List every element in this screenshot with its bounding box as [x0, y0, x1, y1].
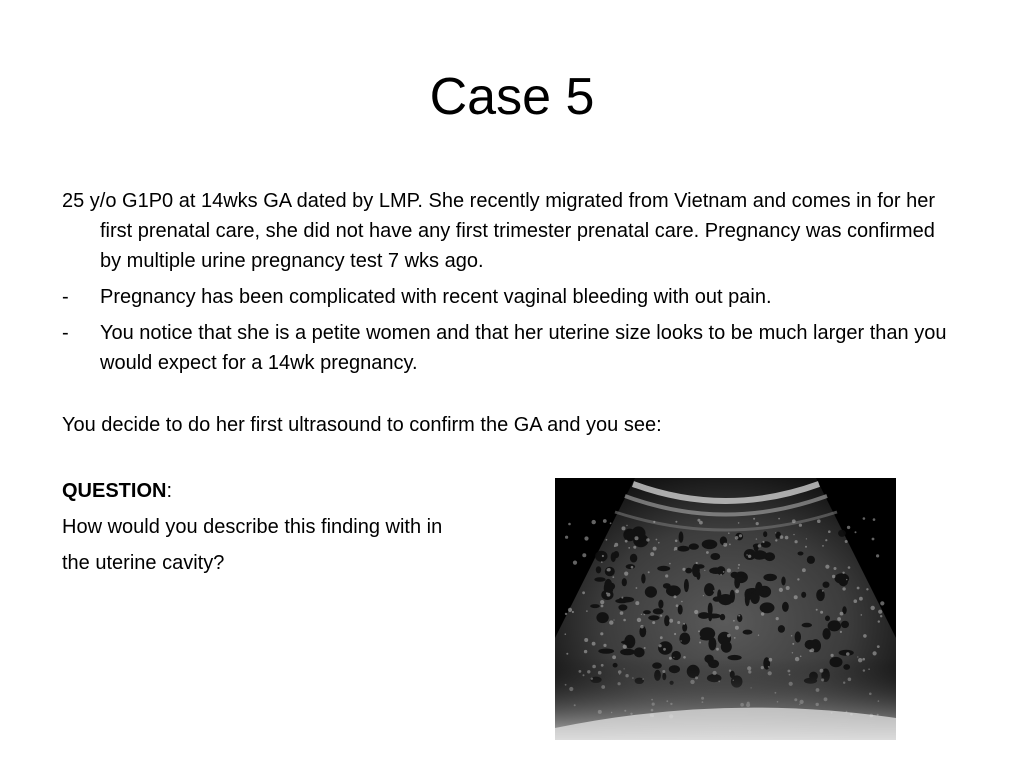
- speckle-dot: [734, 637, 736, 639]
- speckle-dot: [825, 565, 829, 569]
- speckle-dot: [859, 597, 863, 601]
- speckle-dot: [646, 538, 649, 541]
- speckle-dot: [785, 536, 789, 540]
- speckle-dot: [739, 534, 742, 537]
- speckle-dot: [837, 617, 841, 621]
- cyst: [596, 566, 601, 573]
- speckle-dot: [573, 561, 577, 565]
- speckle-dot: [793, 534, 794, 535]
- speckle-dot: [857, 587, 860, 590]
- speckle-dot: [674, 633, 676, 635]
- speckle-dot: [600, 600, 604, 604]
- cyst: [594, 577, 605, 582]
- speckle-dot: [817, 519, 821, 523]
- cyst: [700, 636, 713, 641]
- question-label: QUESTION: [62, 480, 167, 502]
- speckle-dot: [601, 605, 604, 608]
- cyst: [823, 582, 830, 588]
- speckle-dot: [653, 521, 655, 523]
- speckle-dot: [758, 635, 759, 636]
- speckle-dot: [600, 632, 603, 635]
- speckle-dot: [800, 656, 802, 658]
- cyst: [611, 552, 616, 562]
- speckle-dot: [660, 615, 662, 617]
- decision-text: You decide to do her first ultrasound to confirm the GA and you see:: [62, 414, 662, 436]
- speckle-dot: [653, 547, 657, 551]
- speckle-dot: [738, 567, 740, 569]
- cyst: [692, 564, 700, 577]
- speckle-dot: [633, 546, 636, 549]
- speckle-dot: [809, 649, 812, 652]
- speckle-dot: [696, 562, 698, 564]
- cyst: [782, 602, 789, 612]
- cyst: [684, 579, 689, 592]
- speckle-dot: [644, 647, 646, 649]
- speckle-dot: [614, 545, 616, 547]
- speckle-dot: [834, 567, 837, 570]
- speckle-dot: [861, 614, 863, 616]
- speckle-dot: [842, 587, 845, 590]
- speckle-dot: [659, 644, 662, 647]
- cyst: [720, 614, 725, 620]
- cyst: [664, 615, 670, 626]
- speckle-dot: [703, 595, 704, 596]
- speckle-dot: [683, 623, 685, 625]
- speckle-dot: [863, 634, 867, 638]
- cyst: [753, 590, 767, 595]
- ultrasound-image: [555, 478, 896, 740]
- cyst: [760, 602, 775, 613]
- speckle-dot: [584, 536, 588, 540]
- cyst: [620, 649, 635, 656]
- speckle-dot: [704, 570, 705, 571]
- speckle-dot: [780, 535, 784, 539]
- speckle-dot: [674, 549, 676, 551]
- cyst: [677, 546, 689, 552]
- speckle-dot: [828, 530, 831, 533]
- speckle-dot: [729, 544, 731, 546]
- bullet-dash: -: [62, 322, 69, 344]
- speckle-dot: [805, 546, 807, 548]
- speckle-dot: [613, 619, 614, 620]
- speckle-dot: [626, 525, 627, 526]
- cyst: [689, 543, 699, 549]
- speckle-dot: [748, 555, 751, 558]
- speckle-dot: [776, 617, 779, 620]
- speckle-dot: [592, 520, 596, 524]
- speckle-dot: [723, 571, 725, 573]
- speckle-dot: [610, 522, 612, 524]
- speckle-dot: [606, 592, 608, 594]
- speckle-dot: [846, 579, 847, 580]
- speckle-dot: [606, 539, 608, 541]
- speckle-dot: [607, 568, 610, 571]
- speckle-dot: [873, 518, 876, 521]
- bullet-item: [62, 282, 952, 312]
- speckle-dot: [699, 521, 703, 525]
- speckle-dot: [716, 648, 719, 651]
- cyst: [626, 564, 635, 569]
- speckle-dot: [592, 642, 596, 646]
- question-line: How would you describe this finding with in: [62, 516, 443, 538]
- speckle-dot: [795, 540, 798, 543]
- speckle-dot: [602, 555, 604, 557]
- speckle-dot: [878, 610, 882, 614]
- cyst: [657, 566, 670, 571]
- speckle-dot: [636, 587, 638, 589]
- cyst: [801, 592, 806, 598]
- speckle-dot: [640, 625, 643, 628]
- cyst: [708, 610, 712, 622]
- speckle-dot: [675, 540, 678, 543]
- cyst: [761, 541, 771, 547]
- cyst: [795, 631, 801, 642]
- cyst: [643, 610, 651, 614]
- speckle-dot: [635, 536, 639, 540]
- speckle-dot: [682, 568, 685, 571]
- speckle-dot: [792, 643, 794, 645]
- cyst: [623, 529, 636, 542]
- cyst: [802, 623, 812, 628]
- speckle-dot: [746, 554, 747, 555]
- speckle-dot: [582, 591, 585, 594]
- speckle-dot: [842, 572, 844, 574]
- cyst: [648, 615, 659, 620]
- speckle-dot: [863, 517, 866, 520]
- speckle-dot: [656, 539, 658, 541]
- speckle-dot: [727, 634, 731, 638]
- speckle-dot: [641, 614, 642, 615]
- speckle-dot: [753, 518, 755, 520]
- speckle-dot: [761, 612, 764, 615]
- cyst: [666, 585, 681, 596]
- cyst: [679, 531, 684, 542]
- speckle-dot: [738, 564, 740, 566]
- speckle-dot: [832, 575, 835, 578]
- speckle-dot: [876, 554, 879, 557]
- speckle-dot: [775, 539, 777, 541]
- speckle-dot: [799, 524, 802, 527]
- speckle-dot: [880, 615, 882, 617]
- speckle-dot: [669, 563, 671, 565]
- speckle-dot: [637, 618, 641, 622]
- speckle-dot: [677, 621, 680, 624]
- speckle-dot: [840, 631, 842, 633]
- cyst: [634, 647, 645, 657]
- speckle-dot: [572, 611, 574, 613]
- speckle-dot: [877, 645, 880, 648]
- speckle-dot: [723, 543, 727, 547]
- bullet-item: [62, 318, 952, 378]
- speckle-dot: [854, 599, 858, 603]
- speckle-dot: [872, 538, 875, 541]
- speckle-dot: [845, 540, 848, 543]
- speckle-dot: [794, 595, 798, 599]
- speckle-dot: [568, 608, 572, 612]
- bullet-text: You notice that she is a petite women and that her uterine size looks to be much larger than you would expect for a 14wk pregnancy.: [100, 322, 947, 374]
- speckle-dot: [663, 648, 666, 651]
- cyst: [743, 630, 753, 635]
- speckle-dot: [847, 526, 850, 529]
- speckle-dot: [738, 615, 740, 617]
- speckle-dot: [735, 536, 739, 540]
- speckle-dot: [650, 552, 654, 556]
- cyst: [702, 540, 718, 550]
- speckle-dot: [878, 620, 880, 622]
- speckle-dot: [806, 538, 807, 539]
- speckle-dot: [644, 614, 645, 615]
- cyst: [685, 568, 692, 574]
- speckle-dot: [648, 571, 650, 573]
- speckle-dot: [676, 604, 679, 607]
- speckle-dot: [791, 635, 792, 636]
- speckle-dot: [620, 611, 624, 615]
- speckle-dot: [822, 545, 824, 547]
- speckle-dot: [694, 610, 698, 614]
- speckle-dot: [673, 657, 674, 658]
- speckle-dot: [609, 620, 613, 624]
- speckle-dot: [625, 540, 628, 543]
- bullet-text: Pregnancy has been complicated with recent vaginal bleeding with out pain.: [100, 286, 772, 308]
- cyst: [590, 604, 600, 608]
- speckle-dot: [786, 586, 790, 590]
- cyst: [807, 556, 815, 564]
- speckle-dot: [880, 601, 884, 605]
- speckle-dot: [758, 544, 762, 548]
- cyst: [841, 621, 849, 628]
- cyst: [678, 605, 683, 615]
- speckle-dot: [660, 636, 663, 639]
- cyst: [704, 583, 714, 596]
- speckle-dot: [652, 621, 655, 624]
- case-intro: 25 y/o G1P0 at 14wks GA dated by LMP. She recently migrated from Vietnam and comes in for her first prenatal care, she did not have any first trimester prenatal care. Pregnancy was confirmed by multiple urine pregnancy test 7 wks ago.: [62, 190, 936, 272]
- cyst: [839, 650, 854, 656]
- speckle-dot: [756, 538, 757, 539]
- speckle-dot: [582, 553, 586, 557]
- question-line: the uterine cavity?: [62, 552, 225, 574]
- speckle-dot: [756, 522, 759, 525]
- speckle-dot: [738, 522, 740, 524]
- speckle-dot: [584, 650, 587, 653]
- speckle-dot: [699, 642, 701, 644]
- speckle-dot: [566, 653, 568, 655]
- cyst: [658, 600, 663, 609]
- bullet-dash: -: [62, 286, 69, 308]
- cyst: [763, 574, 777, 581]
- cyst: [618, 604, 627, 610]
- speckle-dot: [720, 574, 722, 576]
- cyst: [823, 628, 831, 639]
- speckle-dot: [822, 590, 824, 592]
- speckle-dot: [612, 576, 614, 578]
- speckle-dot: [624, 572, 628, 576]
- cyst: [595, 551, 607, 562]
- speckle-dot: [584, 638, 588, 642]
- cyst: [596, 612, 608, 623]
- speckle-dot: [735, 589, 739, 593]
- speckle-dot: [713, 590, 714, 591]
- cyst: [828, 620, 841, 631]
- speckle-dot: [797, 578, 799, 580]
- speckle-dot: [669, 619, 673, 623]
- speckle-dot: [775, 532, 776, 533]
- cyst: [658, 641, 672, 655]
- cyst: [835, 573, 850, 584]
- speckle-dot: [565, 536, 568, 539]
- cyst: [745, 592, 750, 606]
- cyst: [653, 608, 664, 614]
- speckle-dot: [855, 531, 857, 533]
- speckle-dot: [840, 612, 844, 616]
- cyst: [752, 550, 767, 559]
- speckle-dot: [635, 601, 639, 605]
- speckle-dot: [873, 651, 877, 655]
- cyst: [645, 586, 657, 597]
- cyst: [713, 596, 722, 601]
- speckle-dot: [674, 595, 677, 598]
- speckle-dot: [857, 656, 858, 657]
- speckle-dot: [565, 633, 567, 635]
- speckle-dot: [706, 551, 709, 554]
- cyst: [798, 552, 804, 556]
- speckle-dot: [802, 568, 806, 572]
- speckle-dot: [779, 588, 783, 592]
- speckle-dot: [675, 521, 677, 523]
- speckle-dot: [762, 541, 764, 543]
- speckle-dot: [871, 606, 875, 610]
- cyst: [721, 641, 732, 653]
- cyst: [604, 579, 612, 593]
- speckle-dot: [846, 652, 850, 656]
- speckle-dot: [623, 619, 626, 622]
- question-colon: :: [166, 480, 173, 502]
- speckle-dot: [866, 588, 868, 590]
- speckle-dot: [792, 519, 796, 523]
- cyst: [778, 625, 785, 633]
- speckle-dot: [601, 561, 603, 563]
- speckle-dot: [603, 519, 607, 523]
- speckle-dot: [680, 640, 681, 641]
- speckle-dot: [820, 611, 823, 614]
- speckle-dot: [825, 539, 827, 541]
- speckle-dot: [568, 523, 571, 526]
- speckle-dot: [586, 610, 588, 612]
- cyst: [710, 553, 720, 560]
- cyst: [598, 649, 614, 654]
- speckle-dot: [565, 613, 567, 615]
- cyst: [615, 599, 628, 604]
- speckle-dot: [778, 518, 780, 520]
- cyst: [825, 616, 830, 622]
- cyst: [641, 574, 645, 584]
- cyst: [622, 578, 627, 586]
- speckle-dot: [733, 620, 735, 622]
- slide-title: Case 5: [429, 68, 595, 126]
- speckle-dot: [848, 566, 851, 569]
- speckle-dot: [622, 526, 626, 530]
- speckle-dot: [681, 601, 683, 603]
- speckle-dot: [728, 532, 730, 534]
- speckle-dot: [665, 574, 668, 577]
- speckle-dot: [727, 569, 731, 573]
- speckle-dot: [698, 630, 700, 632]
- speckle-dot: [735, 626, 739, 630]
- speckle-dot: [792, 652, 793, 653]
- speckle-dot: [816, 609, 818, 611]
- speckle-dot: [631, 566, 634, 569]
- cyst: [838, 530, 846, 537]
- speckle-dot: [831, 654, 834, 657]
- speckle-dot: [621, 597, 623, 599]
- cyst: [630, 554, 637, 563]
- cyst: [679, 633, 690, 645]
- cyst: [763, 531, 767, 537]
- cyst: [781, 577, 785, 586]
- speckle-dot: [603, 644, 606, 647]
- speckle-dot: [658, 542, 660, 544]
- speckle-dot: [628, 547, 630, 549]
- cyst: [709, 567, 722, 574]
- cyst: [734, 572, 748, 584]
- ultrasound-graphic: [555, 478, 896, 740]
- speckle-dot: [623, 645, 627, 649]
